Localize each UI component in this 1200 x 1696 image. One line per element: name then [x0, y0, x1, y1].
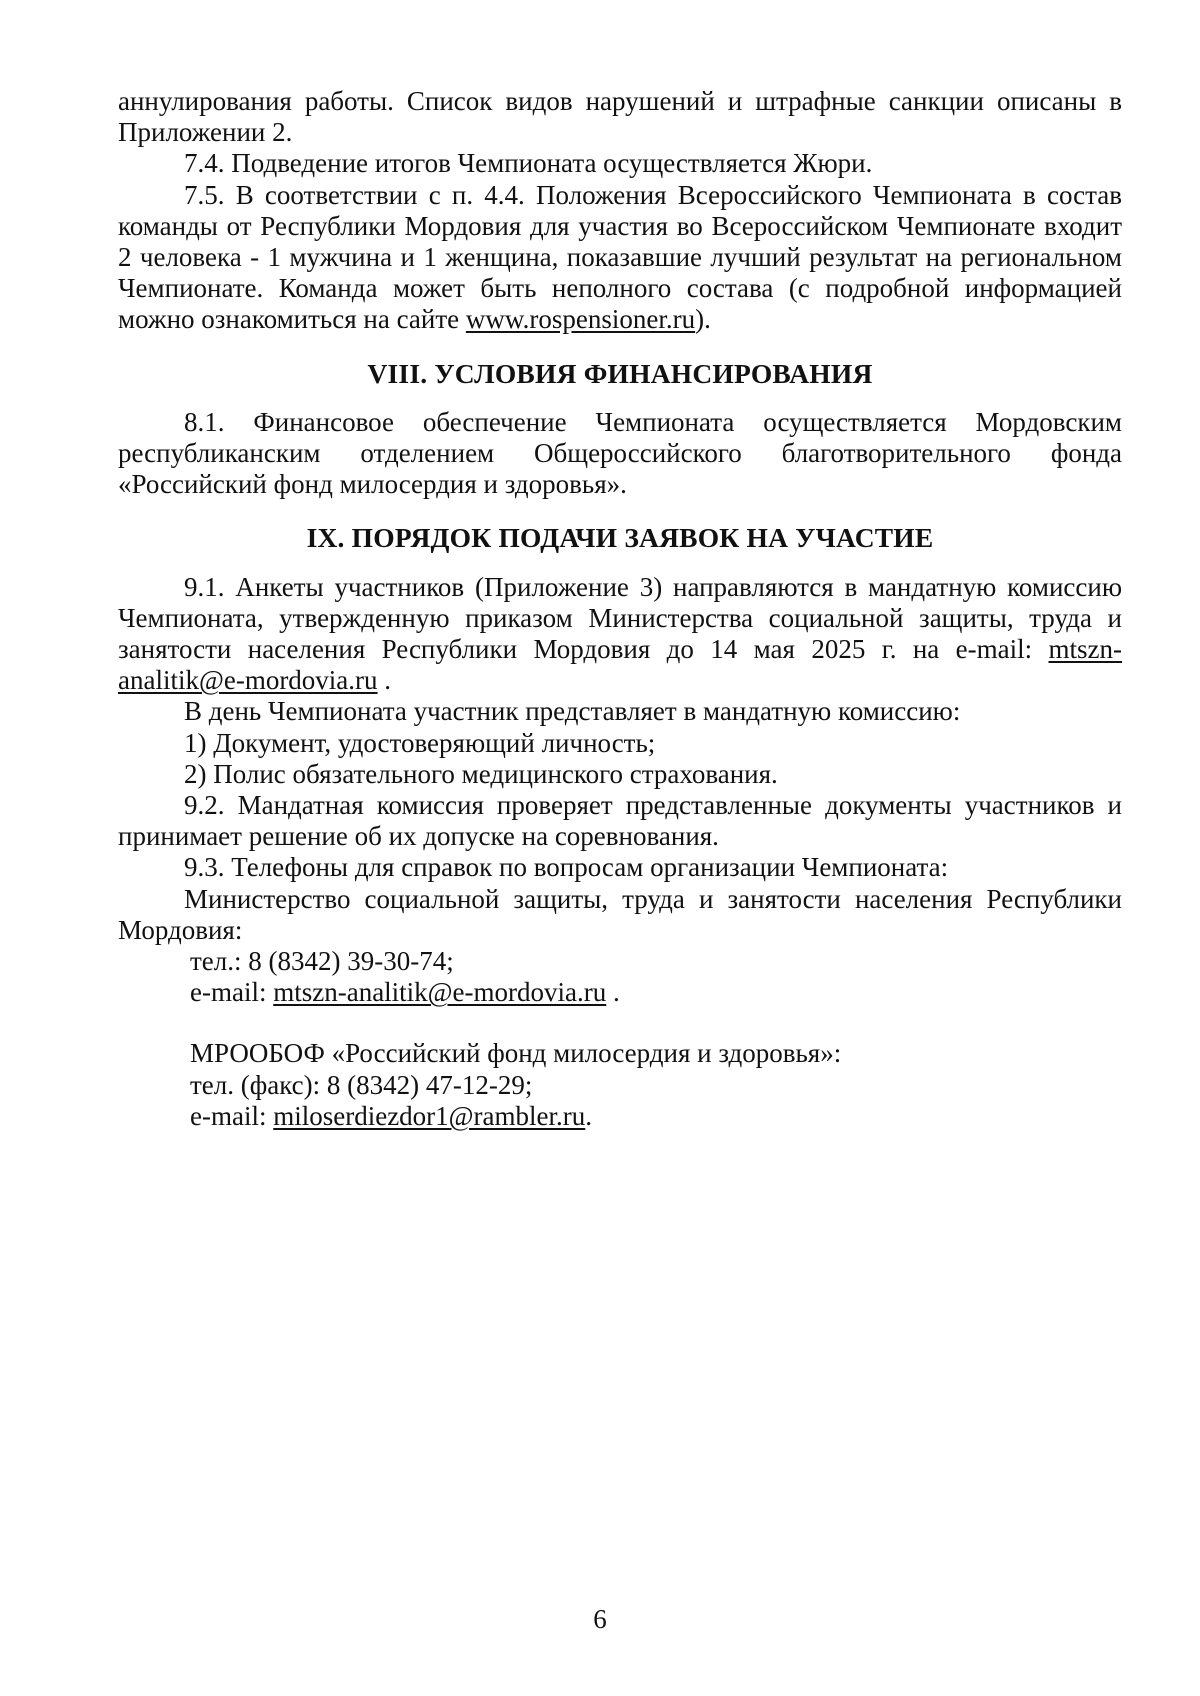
ministry-phone: тел.: 8 (8342) 39-30-74;: [190, 946, 454, 977]
paragraph-9-1-end: .: [377, 665, 392, 696]
championship-day-text: В день Чемпионата участник представляет в мандатную комиссию:: [184, 696, 961, 727]
section-9-heading: IX. ПОРЯДОК ПОДАЧИ ЗАЯВОК НА УЧАСТИЕ: [306, 522, 934, 554]
paragraph-7-4: 7.4. Подведение итогов Чемпионата осуществляется Жюри.: [184, 148, 873, 179]
mtszn-email-link[interactable]: mtszn-analitik@e-mordovia.ru: [118, 634, 1122, 696]
document-item-1: 1) Документ, удостоверяющий личность;: [184, 727, 656, 758]
document-item-2: 2) Полис обязательного медицинского страхования.: [184, 758, 778, 789]
ministry-name: Министерство социальной защиты, труда и занятости населения Республики Мордовия:: [118, 883, 1122, 945]
rospensioner-link[interactable]: www.rospensioner.ru: [465, 304, 696, 335]
ministry-email-label: e-mail:: [190, 977, 274, 1008]
paragraph-7-5-text: 7.5. В соответствии с п. 4.4. Положения Всероссийского Чемпионата в состав команды от Республики Мордовия для участия во Всероссийском Чемпионате входит 2 человека - 1 мужчина и 1 женщина, показавшие лучший результат на региональном Чемпионате. Команда может быть неполного состава (с подробной информацией можно ознакомиться на сайте: [118, 179, 1122, 335]
paragraph-9-1: [118, 572, 1122, 697]
fund-phone: тел. (факс): 8 (8342) 47-12-29;: [190, 1069, 533, 1100]
fund-email-end: .: [585, 1100, 592, 1131]
paragraph-8-1: 8.1. Финансовое обеспечение Чемпионата осуществляется Мордовским республиканским отделением Общероссийского благотворительного фонда «Российский фонд милосердия и здоровья».: [118, 406, 1122, 500]
fund-email-label: e-mail:: [190, 1100, 274, 1131]
section-8-heading: VIII. УСЛОВИЯ ФИНАНСИРОВАНИЯ: [367, 357, 873, 389]
ministry-email-line: [118, 977, 1122, 1008]
fund-email-link[interactable]: miloserdiezdor1@rambler.ru: [273, 1100, 586, 1131]
paragraph-continuation: аннулирования работы. Список видов нарушений и штрафные санкции описаны в Приложении 2.: [118, 86, 1122, 148]
paragraph-9-3: 9.3. Телефоны для справок по вопросам организации Чемпионата:: [184, 852, 949, 883]
ministry-email-link[interactable]: mtszn-analitik@e-mordovia.ru: [273, 977, 607, 1008]
ministry-email-end: .: [606, 977, 620, 1008]
page-number: 6: [593, 1604, 607, 1634]
paragraph-7-5: [118, 180, 1122, 336]
document-page: [118, 86, 1122, 1132]
fund-name: МРООБОФ «Российский фонд милосердия и здоровья»:: [190, 1038, 842, 1069]
paragraph-9-1-text: 9.1. Анкеты участников (Приложение 3) направляются в мандатную комиссию Чемпионата, утвержденную приказом Министерства социальной защиты, труда и занятости населения Республики Мордовия до 14 мая 2025 г. на e-mail:: [118, 571, 1122, 665]
fund-email-line: [118, 1101, 1122, 1132]
paragraph-9-2: 9.2. Мандатная комиссия проверяет представленные документы участников и принимает решение об их допуске на соревнования.: [118, 790, 1122, 852]
paragraph-7-5-end: ).: [695, 304, 711, 335]
